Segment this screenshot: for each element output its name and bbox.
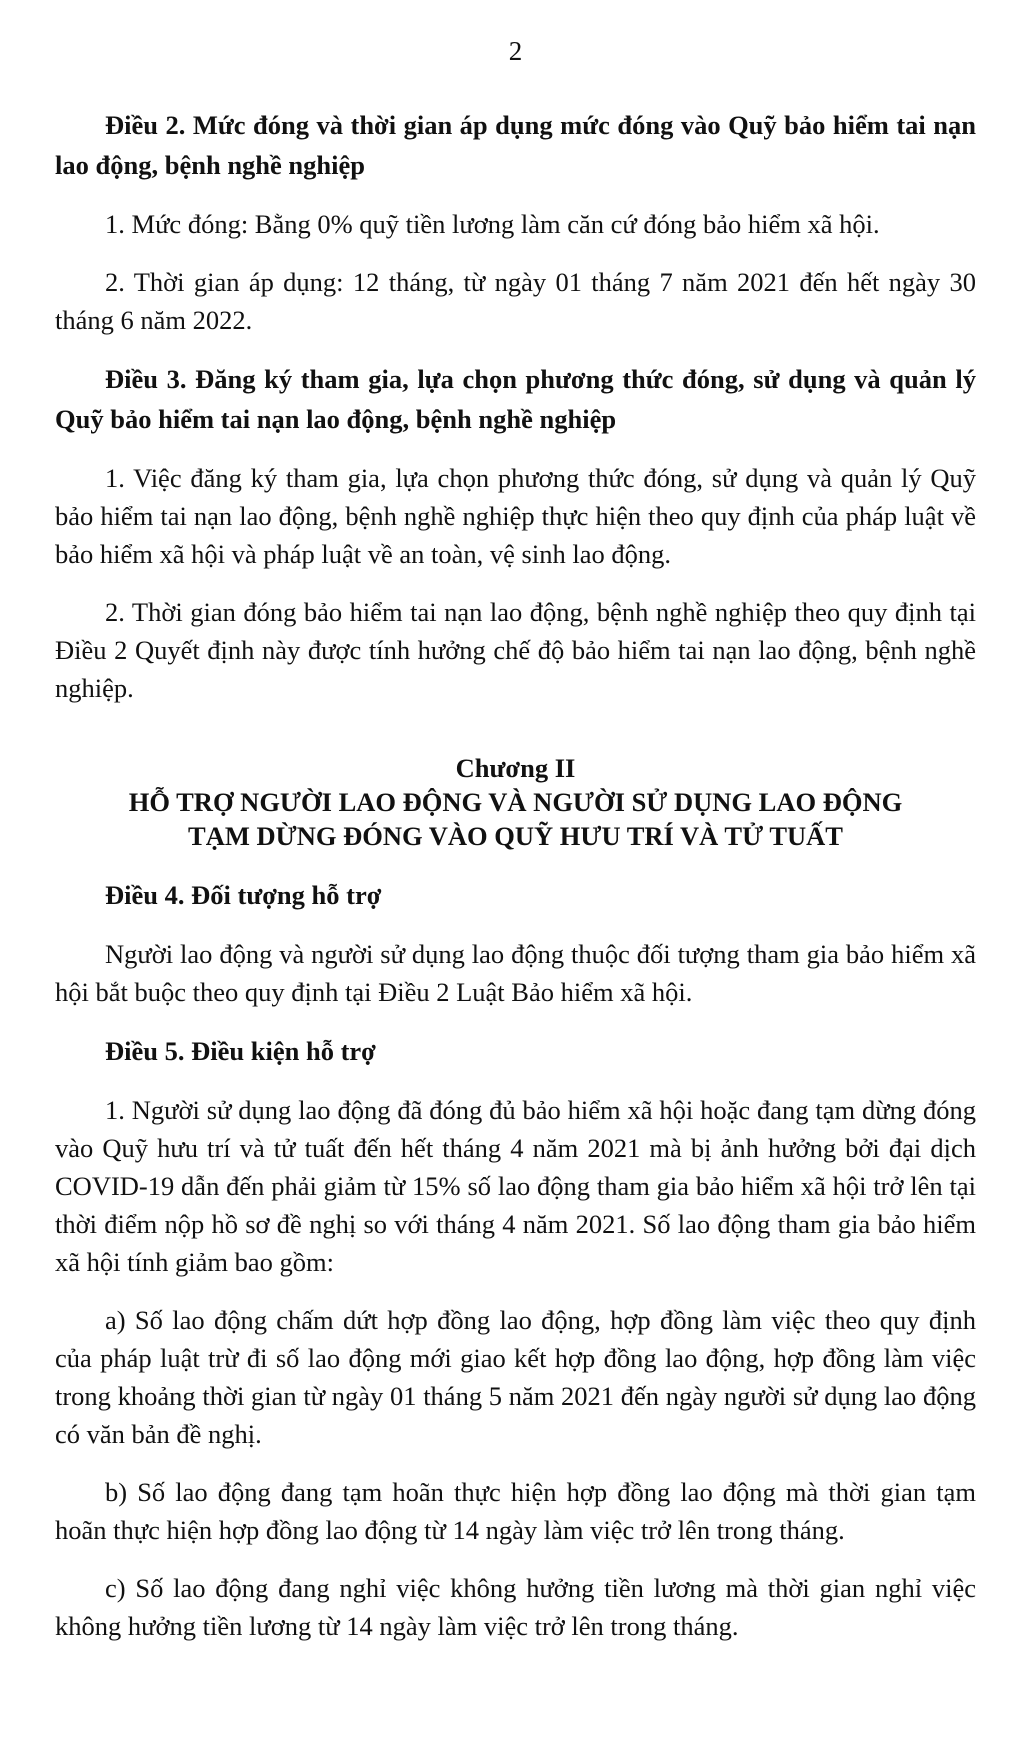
article-3-heading: Điều 3. Đăng ký tham gia, lựa chọn phương thức đóng, sử dụng và quản lý Quỹ bảo hiểm tai nạn lao động, bệnh nghề nghiệp: [55, 364, 976, 434]
article-3-paragraph-1: 1. Việc đăng ký tham gia, lựa chọn phương thức đóng, sử dụng và quản lý Quỹ bảo hiểm tai nạn lao động, bệnh nghề nghiệp thực hiện theo quy định của pháp luật về bảo hiểm xã hội và pháp luật về an toàn, vệ sinh lao động.: [55, 463, 976, 569]
page-number: 2: [508, 36, 523, 66]
article-5-clause-b: b) Số lao động đang tạm hoãn thực hiện hợp đồng lao động mà thời gian tạm hoãn thực hiện hợp đồng lao động từ 14 ngày làm việc trở lên trong tháng.: [55, 1477, 976, 1545]
article-2-paragraph-2: 2. Thời gian áp dụng: 12 tháng, từ ngày 01 tháng 7 năm 2021 đến hết ngày 30 tháng 6 năm 2022.: [55, 267, 976, 335]
article-5-paragraph-1: 1. Người sử dụng lao động đã đóng đủ bảo hiểm xã hội hoặc đang tạm dừng đóng vào Quỹ hưu trí và tử tuất đến hết tháng 4 năm 2021 mà bị ảnh hưởng bởi đại dịch COVID-19 dẫn đến phải giảm từ 15% số lao động tham gia bảo hiểm xã hội trở lên tại thời điểm nộp hồ sơ đề nghị so với tháng 4 năm 2021. Số lao động tham gia bảo hiểm xã hội tính giảm bao gồm:: [55, 1095, 976, 1277]
article-2-heading: Điều 2. Mức đóng và thời gian áp dụng mức đóng vào Quỹ bảo hiểm tai nạn lao động, bệnh nghề nghiệp: [55, 110, 976, 180]
article-2-paragraph-1: 1. Mức đóng: Bằng 0% quỹ tiền lương làm căn cứ đóng bảo hiểm xã hội.: [105, 209, 880, 239]
article-4-heading: Điều 4. Đối tượng hỗ trợ: [105, 880, 382, 910]
chapter-title-line-2: TẠM DỪNG ĐÓNG VÀO QUỸ HƯU TRÍ VÀ TỬ TUẤT: [188, 821, 843, 851]
article-5-clause-a: a) Số lao động chấm dứt hợp đồng lao động, hợp đồng làm việc theo quy định của pháp luật trừ đi số lao động mới giao kết hợp đồng lao động, hợp đồng làm việc trong khoảng thời gian từ ngày 01 tháng 5 năm 2021 đến ngày người sử dụng lao động có văn bản đề nghị.: [55, 1305, 976, 1449]
article-5-heading: Điều 5. Điều kiện hỗ trợ: [105, 1036, 376, 1066]
chapter-label: Chương II: [455, 753, 576, 783]
chapter-title-line-1: HỖ TRỢ NGƯỜI LAO ĐỘNG VÀ NGƯỜI SỬ DỤNG LAO ĐỘNG: [128, 787, 903, 817]
article-5-clause-c: c) Số lao động đang nghỉ việc không hưởng tiền lương mà thời gian nghỉ việc không hưởng tiền lương từ 14 ngày làm việc trở lên trong tháng.: [55, 1573, 976, 1641]
chapter-2-title: [55, 751, 976, 853]
article-3-paragraph-2: 2. Thời gian đóng bảo hiểm tai nạn lao động, bệnh nghề nghiệp theo quy định tại Điều 2 Quyết định này được tính hưởng chế độ bảo hiểm tai nạn lao động, bệnh nghề nghiệp.: [55, 597, 976, 703]
article-4-paragraph-1: Người lao động và người sử dụng lao động thuộc đối tượng tham gia bảo hiểm xã hội bắt buộc theo quy định tại Điều 2 Luật Bảo hiểm xã hội.: [55, 939, 976, 1007]
